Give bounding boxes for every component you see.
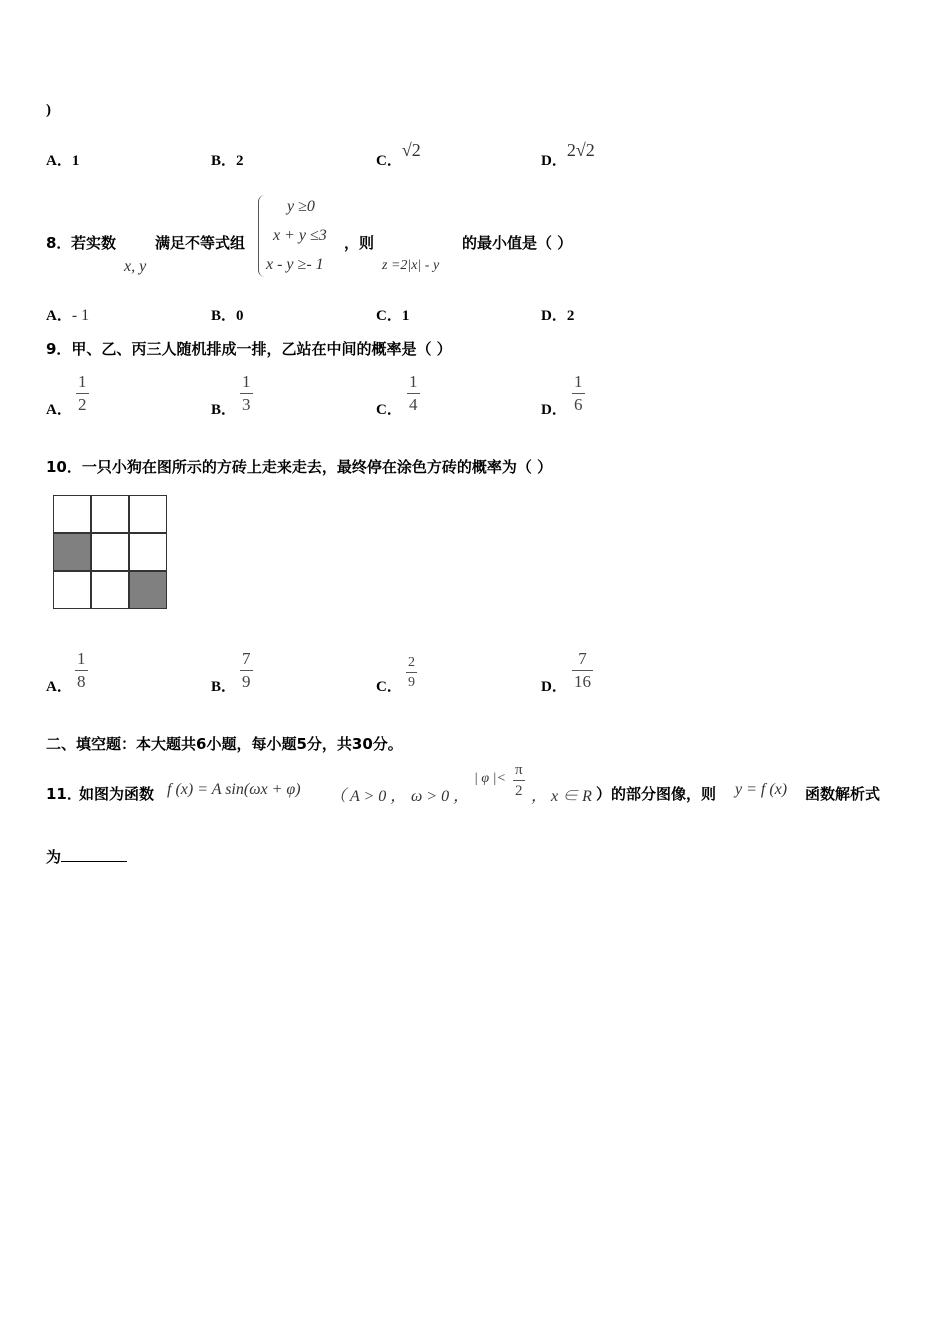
option-letter: B． bbox=[211, 153, 237, 169]
q10-option-b-fraction bbox=[240, 649, 253, 692]
q8-text-4: 的最小值是（ ） bbox=[462, 234, 573, 252]
q11-condition-domain: ， x ∈ R bbox=[531, 788, 592, 805]
numerator: 2 bbox=[408, 655, 415, 670]
q11-number: 11． bbox=[46, 785, 82, 803]
option-letter: B． bbox=[211, 308, 237, 324]
q10-option-d-fraction bbox=[572, 649, 593, 692]
q8-ineq-3: x - y ≥- 1 bbox=[266, 256, 324, 273]
denominator: 2 bbox=[515, 783, 523, 799]
q9-stem: 9．甲、乙、丙三人随机排成一排，乙站在中间的概率是（ ） bbox=[46, 340, 452, 358]
option-letter: A． bbox=[46, 153, 72, 169]
q9-option-d-letter: D． bbox=[541, 402, 567, 418]
option-value: 2 bbox=[236, 153, 244, 169]
q9-option-d-fraction bbox=[572, 372, 585, 415]
answer-blank[interactable] bbox=[61, 847, 127, 862]
denominator: 9 bbox=[242, 672, 251, 691]
q7-option-a bbox=[46, 149, 79, 170]
q8-expression: z =2|x| - y bbox=[382, 258, 440, 273]
q8-ineq-1: y ≥0 bbox=[287, 198, 315, 215]
q10-option-c-letter: C． bbox=[376, 679, 402, 695]
q7-option-d bbox=[541, 140, 595, 169]
q8-option-b bbox=[211, 304, 244, 325]
denominator: 8 bbox=[77, 672, 86, 691]
q7-closing-paren: ) bbox=[46, 102, 51, 118]
q11-pi-over-2 bbox=[513, 761, 525, 800]
q8-vars: x, y bbox=[124, 258, 147, 275]
numerator: π bbox=[515, 762, 523, 778]
denominator: 3 bbox=[242, 395, 251, 414]
q9-option-b-letter: B． bbox=[211, 402, 237, 418]
numerator: 1 bbox=[78, 372, 87, 391]
q10-option-d-letter: D． bbox=[541, 679, 567, 695]
q8-text-1: 若实数 bbox=[71, 234, 117, 252]
q9-option-c-letter: C． bbox=[376, 402, 402, 418]
denominator: 9 bbox=[408, 675, 415, 690]
q7-option-c bbox=[376, 140, 421, 169]
numerator: 7 bbox=[578, 649, 587, 668]
tile-shaded bbox=[53, 533, 91, 571]
q10-option-a-fraction bbox=[75, 649, 88, 692]
q11-line2-text: 为 bbox=[46, 848, 62, 866]
tile bbox=[53, 571, 91, 609]
option-letter: C． bbox=[376, 308, 402, 324]
option-letter: D． bbox=[541, 153, 567, 169]
q8-option-c bbox=[376, 304, 409, 325]
tile bbox=[53, 495, 91, 533]
q10-option-a-letter: A． bbox=[46, 679, 72, 695]
q9-option-c-fraction bbox=[407, 372, 420, 415]
tile-shaded bbox=[129, 571, 167, 609]
q11-text-3: 函数解析式 bbox=[805, 785, 881, 803]
q11-condition-a: （ A > 0 ， bbox=[330, 788, 407, 805]
q11-function-y: y = f (x) bbox=[735, 781, 788, 798]
denominator: 4 bbox=[409, 395, 418, 414]
q8-text-3: ，则 bbox=[344, 234, 375, 252]
tile-grid-figure bbox=[53, 495, 169, 609]
tile bbox=[91, 533, 129, 571]
q11-answer-line bbox=[46, 846, 127, 867]
q7-option-b bbox=[211, 149, 244, 170]
option-value: - 1 bbox=[71, 307, 90, 324]
option-letter: A． bbox=[46, 308, 72, 324]
system-brace bbox=[258, 195, 265, 277]
option-value: √2 bbox=[401, 140, 421, 160]
numerator: 1 bbox=[574, 372, 583, 391]
q9-option-a-fraction bbox=[76, 372, 89, 415]
q11-condition-phi: | φ |< bbox=[474, 771, 506, 786]
q10-option-c-fraction bbox=[406, 654, 417, 691]
numerator: 1 bbox=[409, 372, 418, 391]
q8-option-d bbox=[541, 304, 574, 325]
q11-function: f (x) = A sin(ωx + φ) bbox=[167, 781, 301, 798]
tile bbox=[91, 495, 129, 533]
section-heading: 二、填空题：本大题共6小题，每小题5分，共30分。 bbox=[46, 735, 403, 753]
numerator: 7 bbox=[242, 649, 251, 668]
option-value: 2 bbox=[566, 308, 575, 324]
q11-text-2: ）的部分图像，则 bbox=[596, 785, 717, 803]
q8-ineq-2: x + y ≤3 bbox=[273, 227, 327, 244]
q10-stem: 10．一只小狗在图所示的方砖上走来走去，最终停在涂色方砖的概率为（ ） bbox=[46, 458, 553, 476]
q11-text-1: 如图为函数 bbox=[79, 785, 155, 803]
denominator: 6 bbox=[574, 395, 583, 414]
q9-option-a-letter: A． bbox=[46, 402, 72, 418]
option-letter: D． bbox=[541, 308, 567, 324]
q8-option-a bbox=[46, 304, 89, 325]
option-value: 1 bbox=[401, 308, 410, 324]
option-value: 2√2 bbox=[566, 140, 595, 160]
denominator: 16 bbox=[574, 672, 591, 691]
tile bbox=[129, 533, 167, 571]
q8-text-2: 满足不等式组 bbox=[155, 234, 246, 252]
q11-condition-omega: ω > 0 ， bbox=[411, 788, 470, 805]
q8-number: 8． bbox=[46, 234, 72, 252]
numerator: 1 bbox=[77, 649, 86, 668]
option-value: 0 bbox=[236, 308, 244, 324]
q10-option-b-letter: B． bbox=[211, 679, 237, 695]
option-letter: C． bbox=[376, 153, 402, 169]
tile bbox=[129, 495, 167, 533]
tile bbox=[91, 571, 129, 609]
option-value: 1 bbox=[71, 153, 80, 169]
q9-option-b-fraction bbox=[240, 372, 253, 415]
denominator: 2 bbox=[78, 395, 87, 414]
numerator: 1 bbox=[242, 372, 251, 391]
